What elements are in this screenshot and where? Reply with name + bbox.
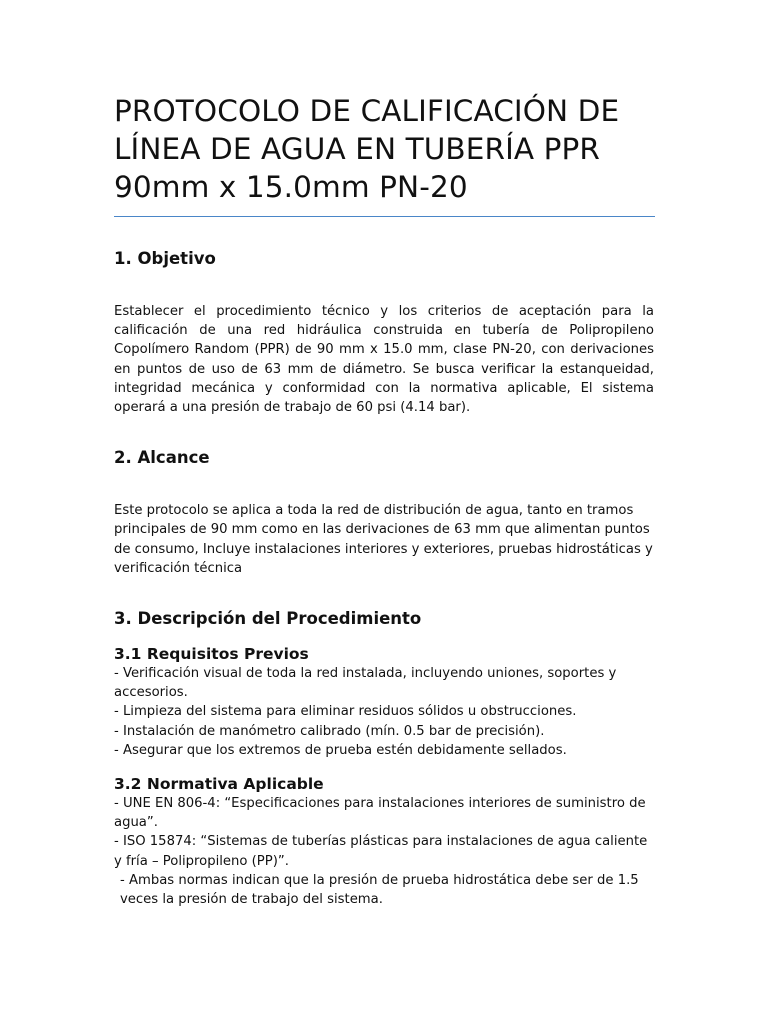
- list-item: - ISO 15874: “Sistemas de tuberías plásticas para instalaciones de agua caliente y fría – Polipropileno (PP)”.: [114, 834, 648, 869]
- subsection-heading-normativa: 3.2 Normativa Aplicable: [114, 775, 324, 794]
- section-body-objetivo: Establecer el procedimiento técnico y los criterios de aceptación para la calificación de una red hidráulica construida en tubería de Polipropileno Copolímero Random (PPR) de 90 mm x 15.0 mm, clase PN-20, con derivaciones en puntos de uso de 63 mm de diámetro. Se busca verificar la estanqueidad, integridad mecánica y conformidad con la normativa aplicable, El sistema operará a una presión de trabajo de 60 psi (4.14 bar).: [114, 304, 654, 416]
- list-item: - Instalación de manómetro calibrado (mín. 0.5 bar de precisión).: [114, 723, 545, 739]
- list-item: - UNE EN 806-4: “Especificaciones para instalaciones interiores de suministro de agua”.: [114, 796, 646, 831]
- document-title: PROTOCOLO DE CALIFICACIÓN DE LÍNEA DE AGUA EN TUBERÍA PPR 90mm x 15.0mm PN-20: [114, 94, 620, 204]
- list-item: - Limpieza del sistema para eliminar residuos sólidos u obstrucciones.: [114, 704, 577, 720]
- requisitos-list: [114, 664, 654, 760]
- normativa-list: [114, 794, 654, 909]
- section-body-alcance: Este protocolo se aplica a toda la red de distribución de agua, tanto en tramos principales de 90 mm como en las derivaciones de 63 mm que alimentan puntos de consumo, Incluye instalaciones interiores y exteriores, pruebas hidrostáticas y verificación técnica: [114, 503, 653, 576]
- section-heading-procedimiento: 3. Descripción del Procedimiento: [114, 609, 422, 629]
- section-heading-objetivo: 1. Objetivo: [114, 249, 216, 268]
- list-item: - Asegurar que los extremos de prueba estén debidamente sellados.: [114, 742, 567, 758]
- section-heading-alcance: 2. Alcance: [114, 448, 210, 468]
- list-item: - Verificación visual de toda la red instalada, incluyendo uniones, soportes y accesorios.: [114, 666, 617, 701]
- title-underline-rule: [114, 216, 655, 217]
- list-item: - Ambas normas indican que la presión de prueba hidrostática debe ser de 1.5 veces la presión de trabajo del sistema.: [120, 872, 639, 908]
- subsection-heading-requisitos: 3.1 Requisitos Previos: [114, 645, 309, 664]
